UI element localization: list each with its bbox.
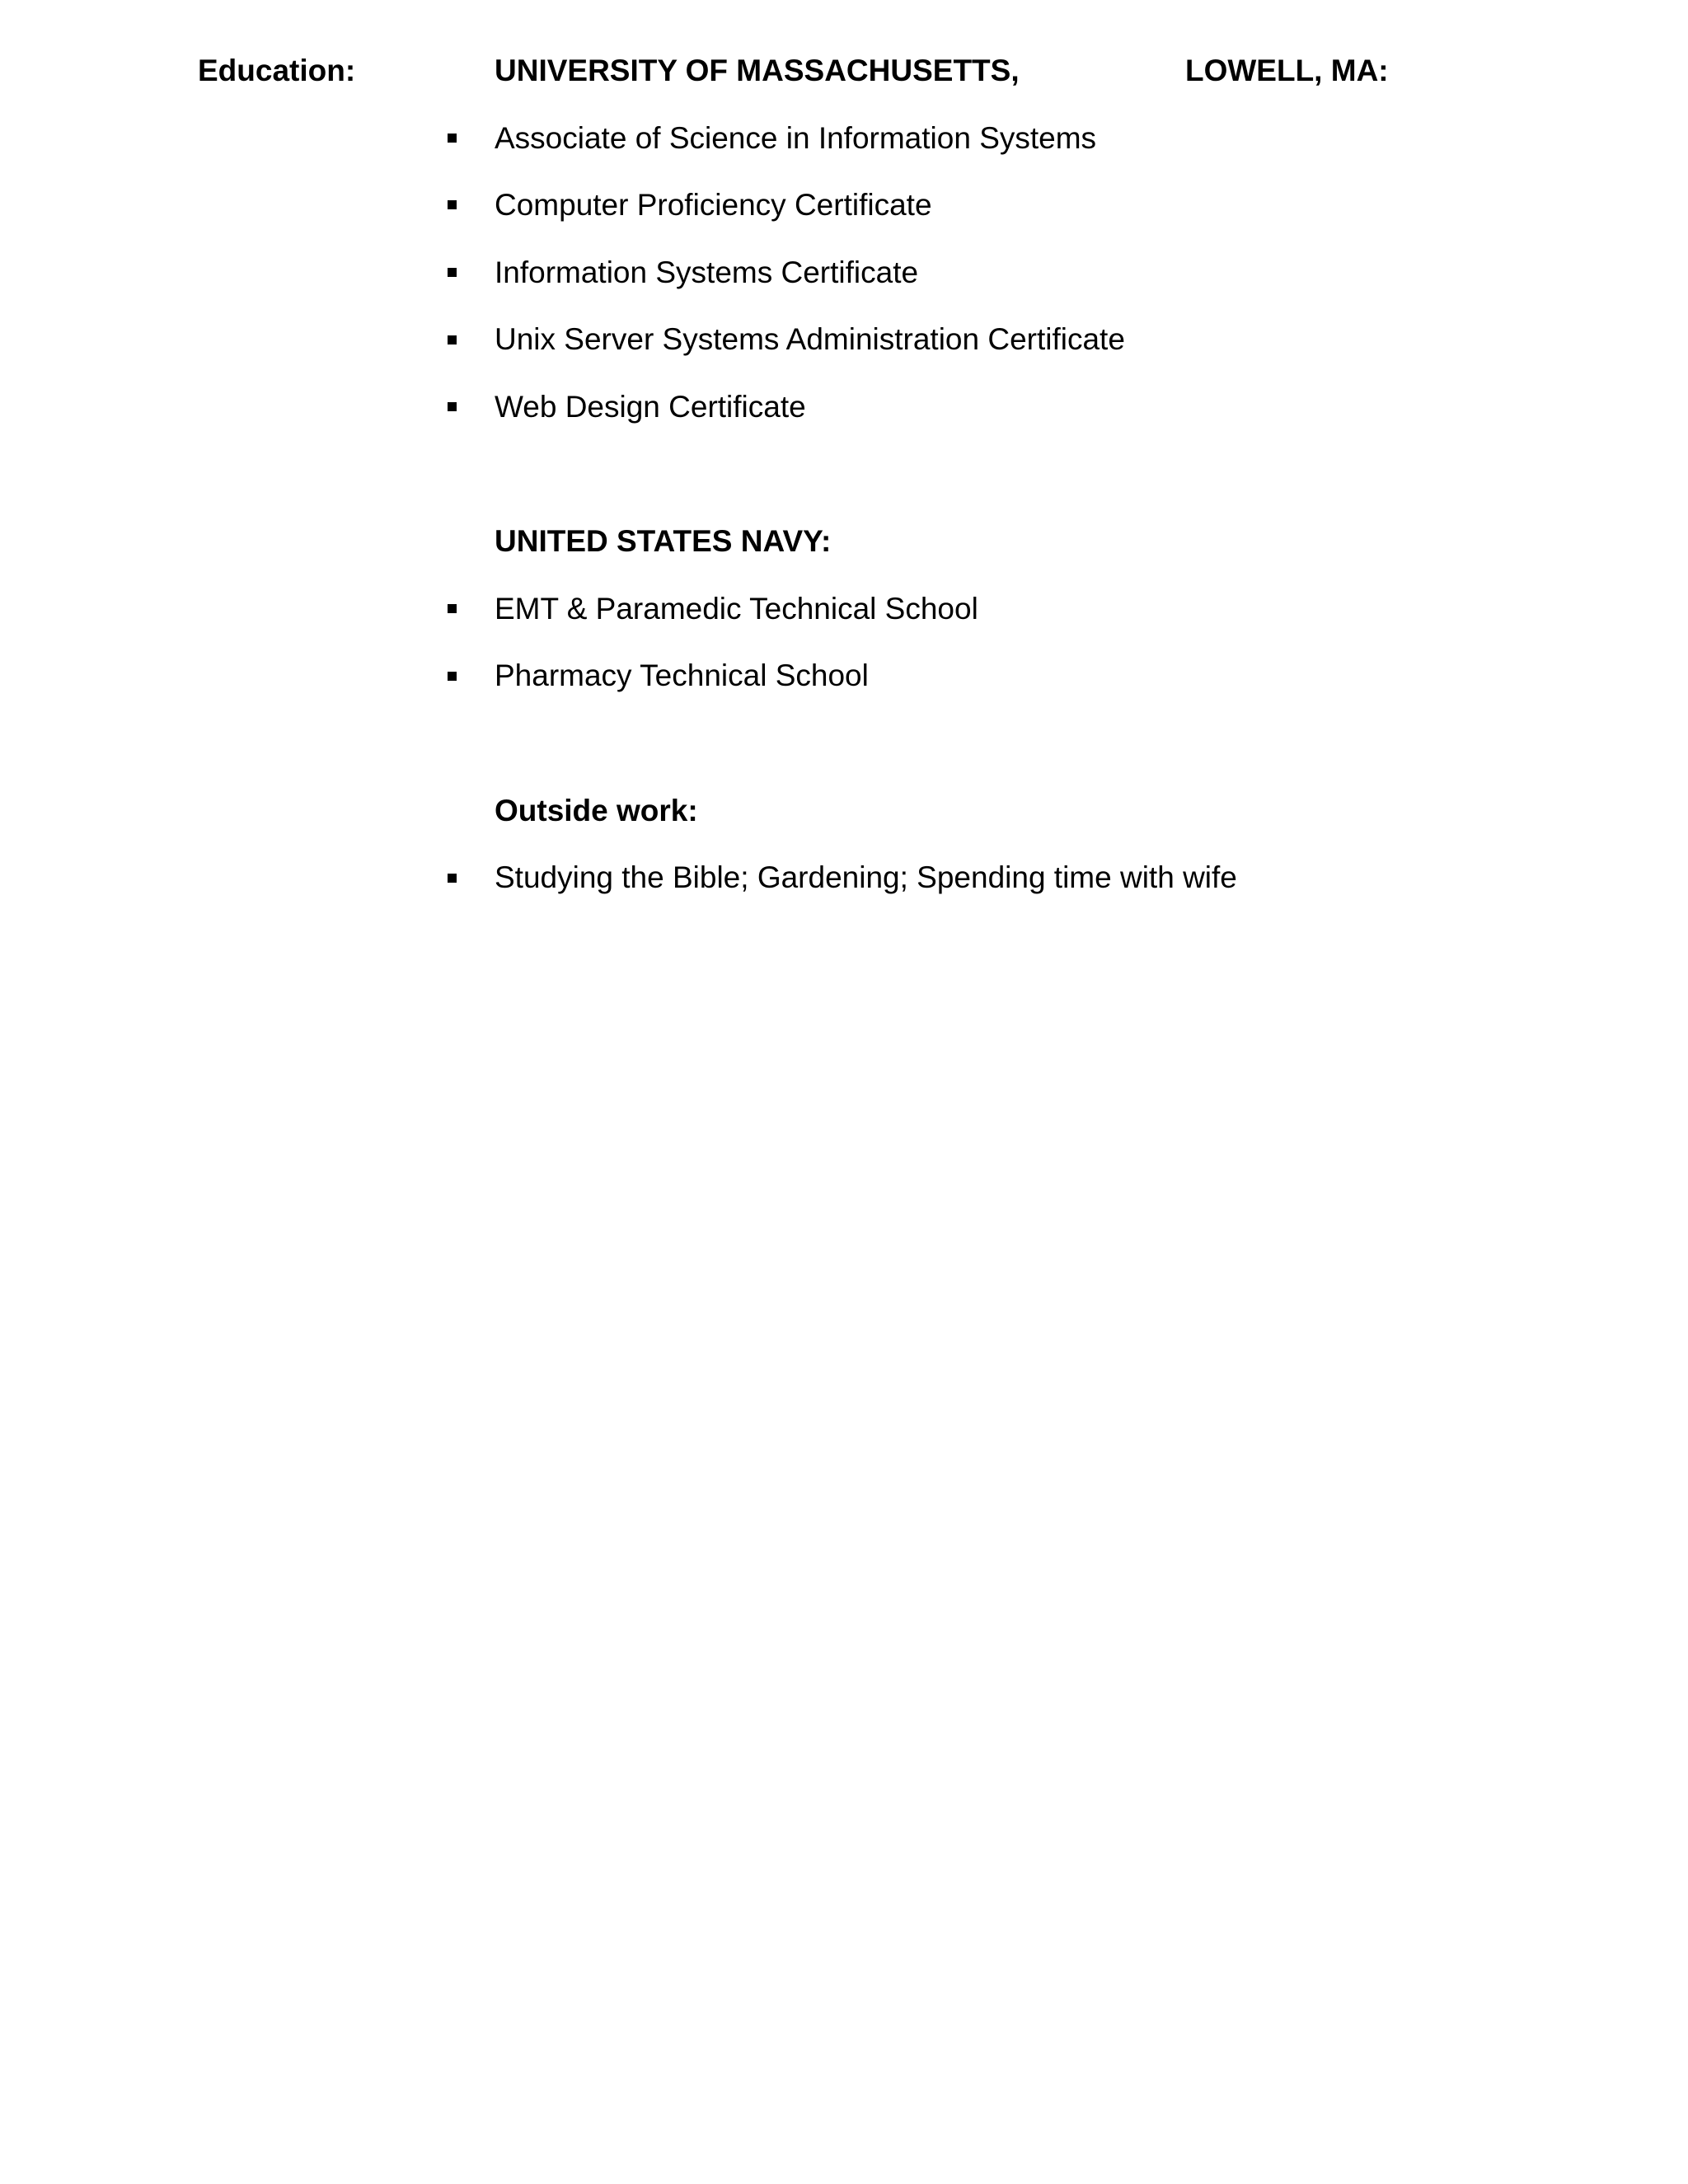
bullet-icon xyxy=(448,268,457,277)
education-label: Education: xyxy=(198,54,356,87)
list-item: EMT & Paramedic Technical School xyxy=(495,592,978,626)
university-heading: UNIVERSITY OF MASSACHUSETTS, xyxy=(495,54,1020,87)
navy-heading: UNITED STATES NAVY: xyxy=(495,524,832,558)
list-item: Studying the Bible; Gardening; Spending time with wife xyxy=(495,860,1237,894)
bullet-icon xyxy=(448,672,457,681)
list-item: Information Systems Certificate xyxy=(495,255,919,289)
list-item: Pharmacy Technical School xyxy=(495,658,869,692)
bullet-icon xyxy=(448,200,457,209)
bullet-icon xyxy=(448,335,457,344)
bullet-icon xyxy=(448,604,457,613)
list-item: Web Design Certificate xyxy=(495,390,806,424)
bullet-icon xyxy=(448,134,457,143)
bullet-icon xyxy=(448,402,457,411)
university-location: LOWELL, MA: xyxy=(1185,54,1389,87)
outside-work-heading: Outside work: xyxy=(495,794,698,827)
list-item: Associate of Science in Information Systems xyxy=(495,121,1097,155)
bullet-icon xyxy=(448,874,457,883)
list-item: Unix Server Systems Administration Certificate xyxy=(495,322,1125,356)
list-item: Computer Proficiency Certificate xyxy=(495,188,932,222)
